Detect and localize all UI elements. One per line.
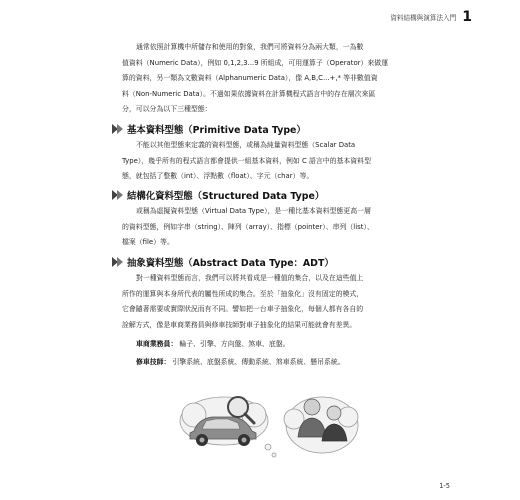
text-line: 的資料型態，例如字串（string）、陣列（array）、指標（pointer）、串列（list）、 (122, 222, 374, 231)
text-line: 或稱為虛擬資料型態（Virtual Data Type），是一種比基本資料型態更高一層 (136, 207, 371, 215)
text-line: Type），幾乎所有的程式語言都會提供一組基本資料，例如 C 語言中的基本資料型 (122, 156, 371, 165)
example-value: 輪子、引擎、方向盤、煞車、底盤。 (179, 340, 290, 348)
example-mechanic (136, 356, 345, 366)
chapter-number: 1 (462, 9, 472, 25)
double-chevron-icon (112, 257, 122, 267)
text-line: 不能以其他型態來定義的資料型態，或稱為純量資料型態（Scalar Data (136, 141, 356, 149)
example-label: 修車技師： (136, 358, 171, 366)
intro-paragraph (122, 40, 424, 118)
section-title: 抽象資料型態（Abstract Data Type：ADT） (127, 258, 334, 269)
text-line: 料（Non-Numeric Data）。不過如果依據資料在計算機程式語言中的存在層次來區 (122, 89, 376, 98)
section-body-abstract (122, 271, 424, 333)
text-line: 它會隨著需要或實際狀況而有不同。譬如把一台車子抽象化，每個人都有各自的 (122, 305, 364, 313)
text-line: 對一種資料型態而言，我們可以將其看成是一種值的集合，以及在這些值上 (136, 274, 364, 282)
section-heading-primitive (112, 122, 306, 136)
text-line: 所作的運算與本身所代表的屬性所成的集合。至於「抽象化」沒有固定的模式， (122, 289, 364, 298)
double-chevron-icon (112, 190, 122, 200)
section-body-primitive (122, 138, 424, 185)
text-line: 態，就包括了整數（int）、浮點數（float）、字元（char）等。 (122, 172, 314, 180)
section-heading-abstract (112, 255, 334, 269)
example-label: 車商業務員： (136, 340, 178, 348)
text-line: 通常依照計算機中所儲存和使用的對象，我們可將資料分為兩大類，一為數 (136, 43, 364, 51)
example-salesperson (136, 338, 290, 348)
text-line: 檔案（file）等。 (122, 238, 174, 246)
car-abstraction-illustration (172, 385, 362, 475)
section-heading-structured (112, 188, 324, 202)
section-title: 結構化資料型態（Structured Data Type） (127, 191, 325, 202)
double-chevron-icon (112, 124, 122, 134)
text-line: 值資料（Numeric Data），例如 0,1,2,3...9 所組成，可用運算子（Operator）來做運 (122, 58, 389, 67)
text-line: 算的資料，另一類為文數資料（Alphanumeric Data），像 A,B,C...+,* 等非數值資 (122, 74, 378, 82)
page-number: 1-5 (439, 482, 450, 490)
section-body-structured (122, 204, 424, 251)
example-value: 引擎系統、底盤系統、傳動系統、煞車系統、懸吊系統。 (172, 358, 345, 366)
text-line: 詮解方式，像是車商業務員與修車技師對車子抽象化的結果可能就會有差異。 (122, 320, 357, 329)
text-line: 分，可以分為以下三種型態： (122, 105, 212, 113)
header-title: 資料結構與演算法入門 (390, 14, 457, 22)
section-title: 基本資料型態（Primitive Data Type） (127, 125, 306, 136)
running-header (390, 9, 472, 25)
